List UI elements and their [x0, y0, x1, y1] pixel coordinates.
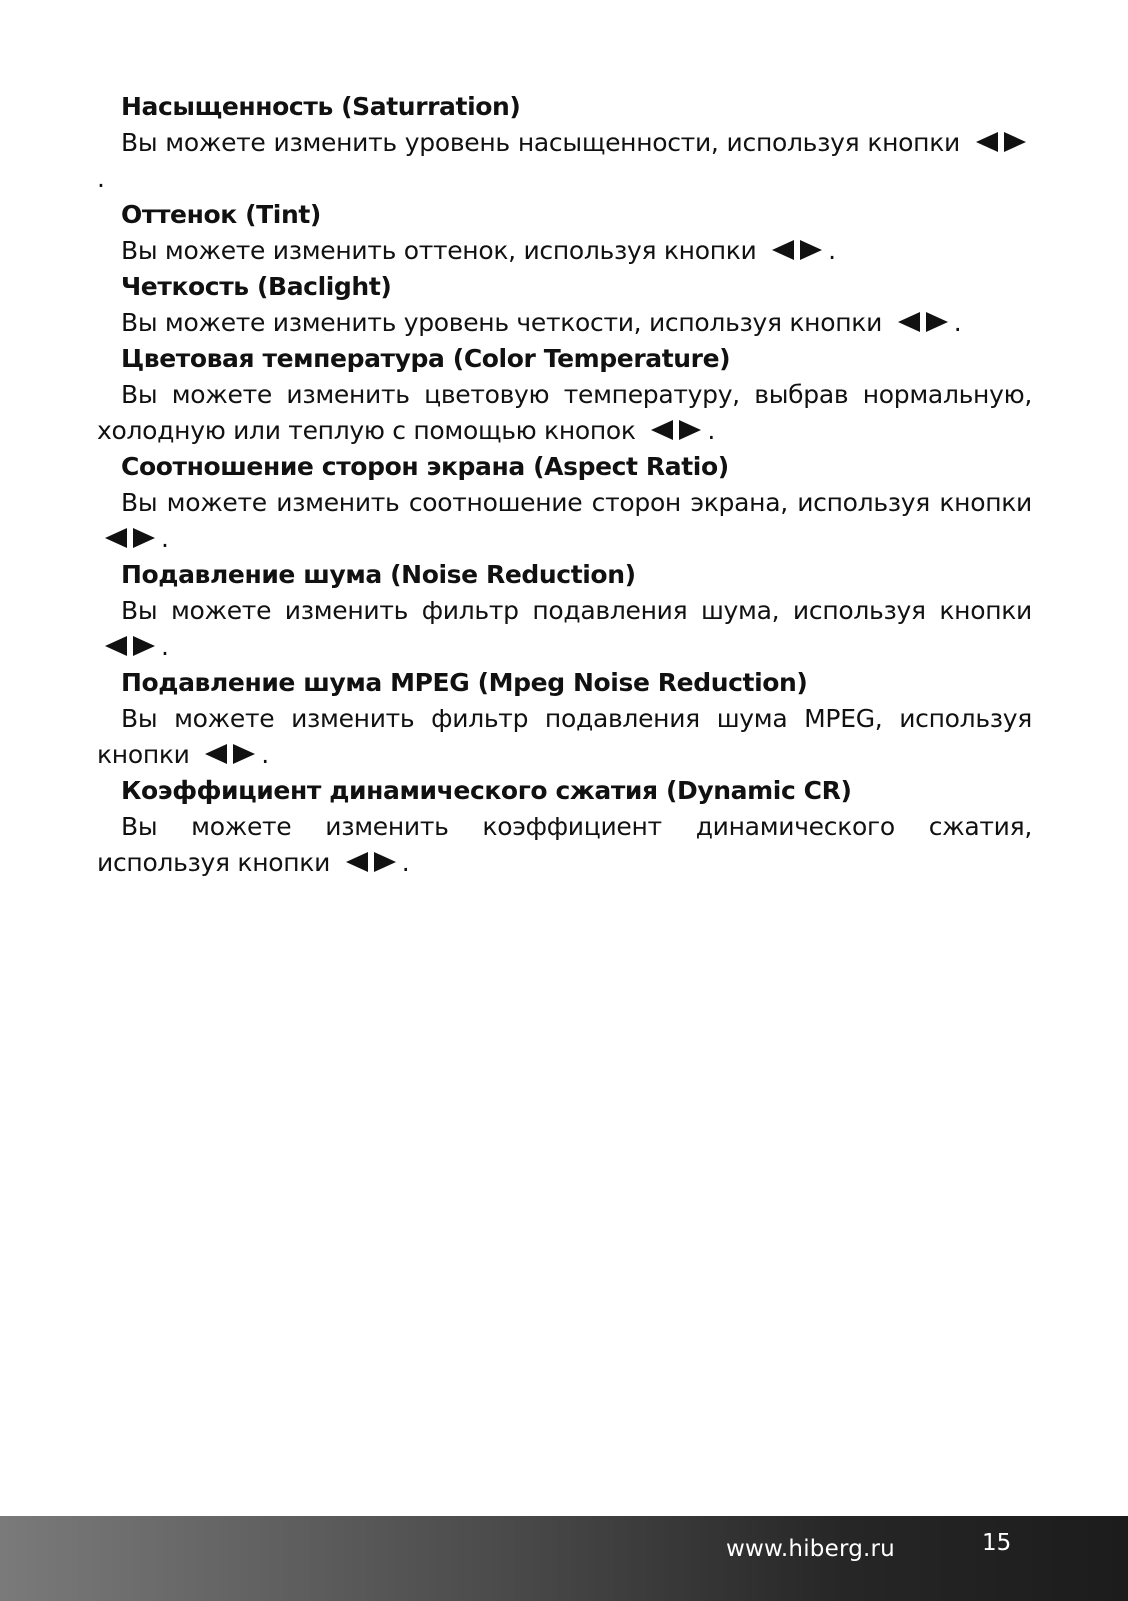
left-right-arrows-icon — [105, 635, 155, 657]
section-text-end: . — [261, 740, 269, 769]
section-mpeg-noise-reduction — [97, 665, 1032, 773]
section-text-end: . — [161, 524, 169, 553]
page-footer — [0, 1516, 1128, 1601]
left-right-arrows-icon — [976, 131, 1026, 153]
left-right-arrows-icon — [898, 311, 948, 333]
section-text-body: Вы можете изменить соотношение сторон экрана, используя кнопки — [121, 488, 1032, 517]
section-text-end: . — [953, 308, 962, 337]
section-backlight — [97, 269, 1032, 341]
section-text — [97, 233, 1032, 269]
section-aspect-ratio — [97, 449, 1032, 557]
section-text-body: Вы можете изменить уровень четкости, используя кнопки — [121, 308, 883, 337]
section-heading: Насыщенность (Saturration) — [121, 92, 521, 121]
section-text-end: . — [828, 236, 836, 265]
left-right-arrows-icon — [105, 527, 155, 549]
section-text-end: . — [707, 416, 716, 445]
section-heading: Коэффициент динамического сжатия (Dynamic CR) — [121, 776, 852, 805]
section-noise-reduction — [97, 557, 1032, 665]
section-text-body: Вы можете изменить фильтр подавления шума, используя кнопки — [121, 596, 1032, 625]
section-text — [97, 701, 1032, 773]
page-number: 15 — [982, 1530, 1012, 1556]
section-text-body: Вы можете изменить уровень насыщенности, используя кнопки — [121, 128, 960, 157]
left-right-arrows-icon — [772, 239, 822, 261]
left-right-arrows-icon — [346, 851, 396, 873]
section-heading: Четкость (Baclight) — [121, 272, 392, 301]
section-text — [97, 377, 1032, 449]
section-text-body: Вы можете изменить коэффициент динамического сжатия, используя кнопки — [97, 812, 1032, 877]
section-text-body: Вы можете изменить цветовую температуру, выбрав нормальную, холодную или теплую с помощью кнопок — [97, 380, 1032, 445]
section-dynamic-cr — [97, 773, 1032, 881]
left-right-arrows-icon — [205, 743, 255, 765]
section-text — [97, 125, 1032, 197]
section-heading: Цветовая температура (Color Temperature) — [121, 344, 731, 373]
manual-content — [97, 89, 1032, 881]
section-text-body: Вы можете изменить оттенок, используя кнопки — [121, 236, 757, 265]
section-heading: Подавление шума (Noise Reduction) — [121, 560, 636, 589]
section-text — [97, 485, 1032, 557]
section-text — [97, 593, 1032, 665]
section-tint — [97, 197, 1032, 269]
section-text — [97, 809, 1032, 881]
section-heading: Подавление шума MPEG (Mpeg Noise Reduction) — [121, 668, 808, 697]
section-text-end: . — [161, 632, 169, 661]
section-saturation — [97, 89, 1032, 197]
website-link[interactable]: www.hiberg.ru — [726, 1536, 895, 1562]
section-heading: Оттенок (Tint) — [121, 200, 321, 229]
section-color-temperature — [97, 341, 1032, 449]
section-text — [97, 305, 1032, 341]
section-heading: Соотношение сторон экрана (Aspect Ratio) — [121, 452, 729, 481]
section-text-end: . — [401, 848, 410, 877]
section-text-body: Вы можете изменить фильтр подавления шума MPEG, используя кнопки — [97, 704, 1032, 769]
section-text-end: . — [97, 164, 105, 193]
left-right-arrows-icon — [651, 419, 701, 441]
